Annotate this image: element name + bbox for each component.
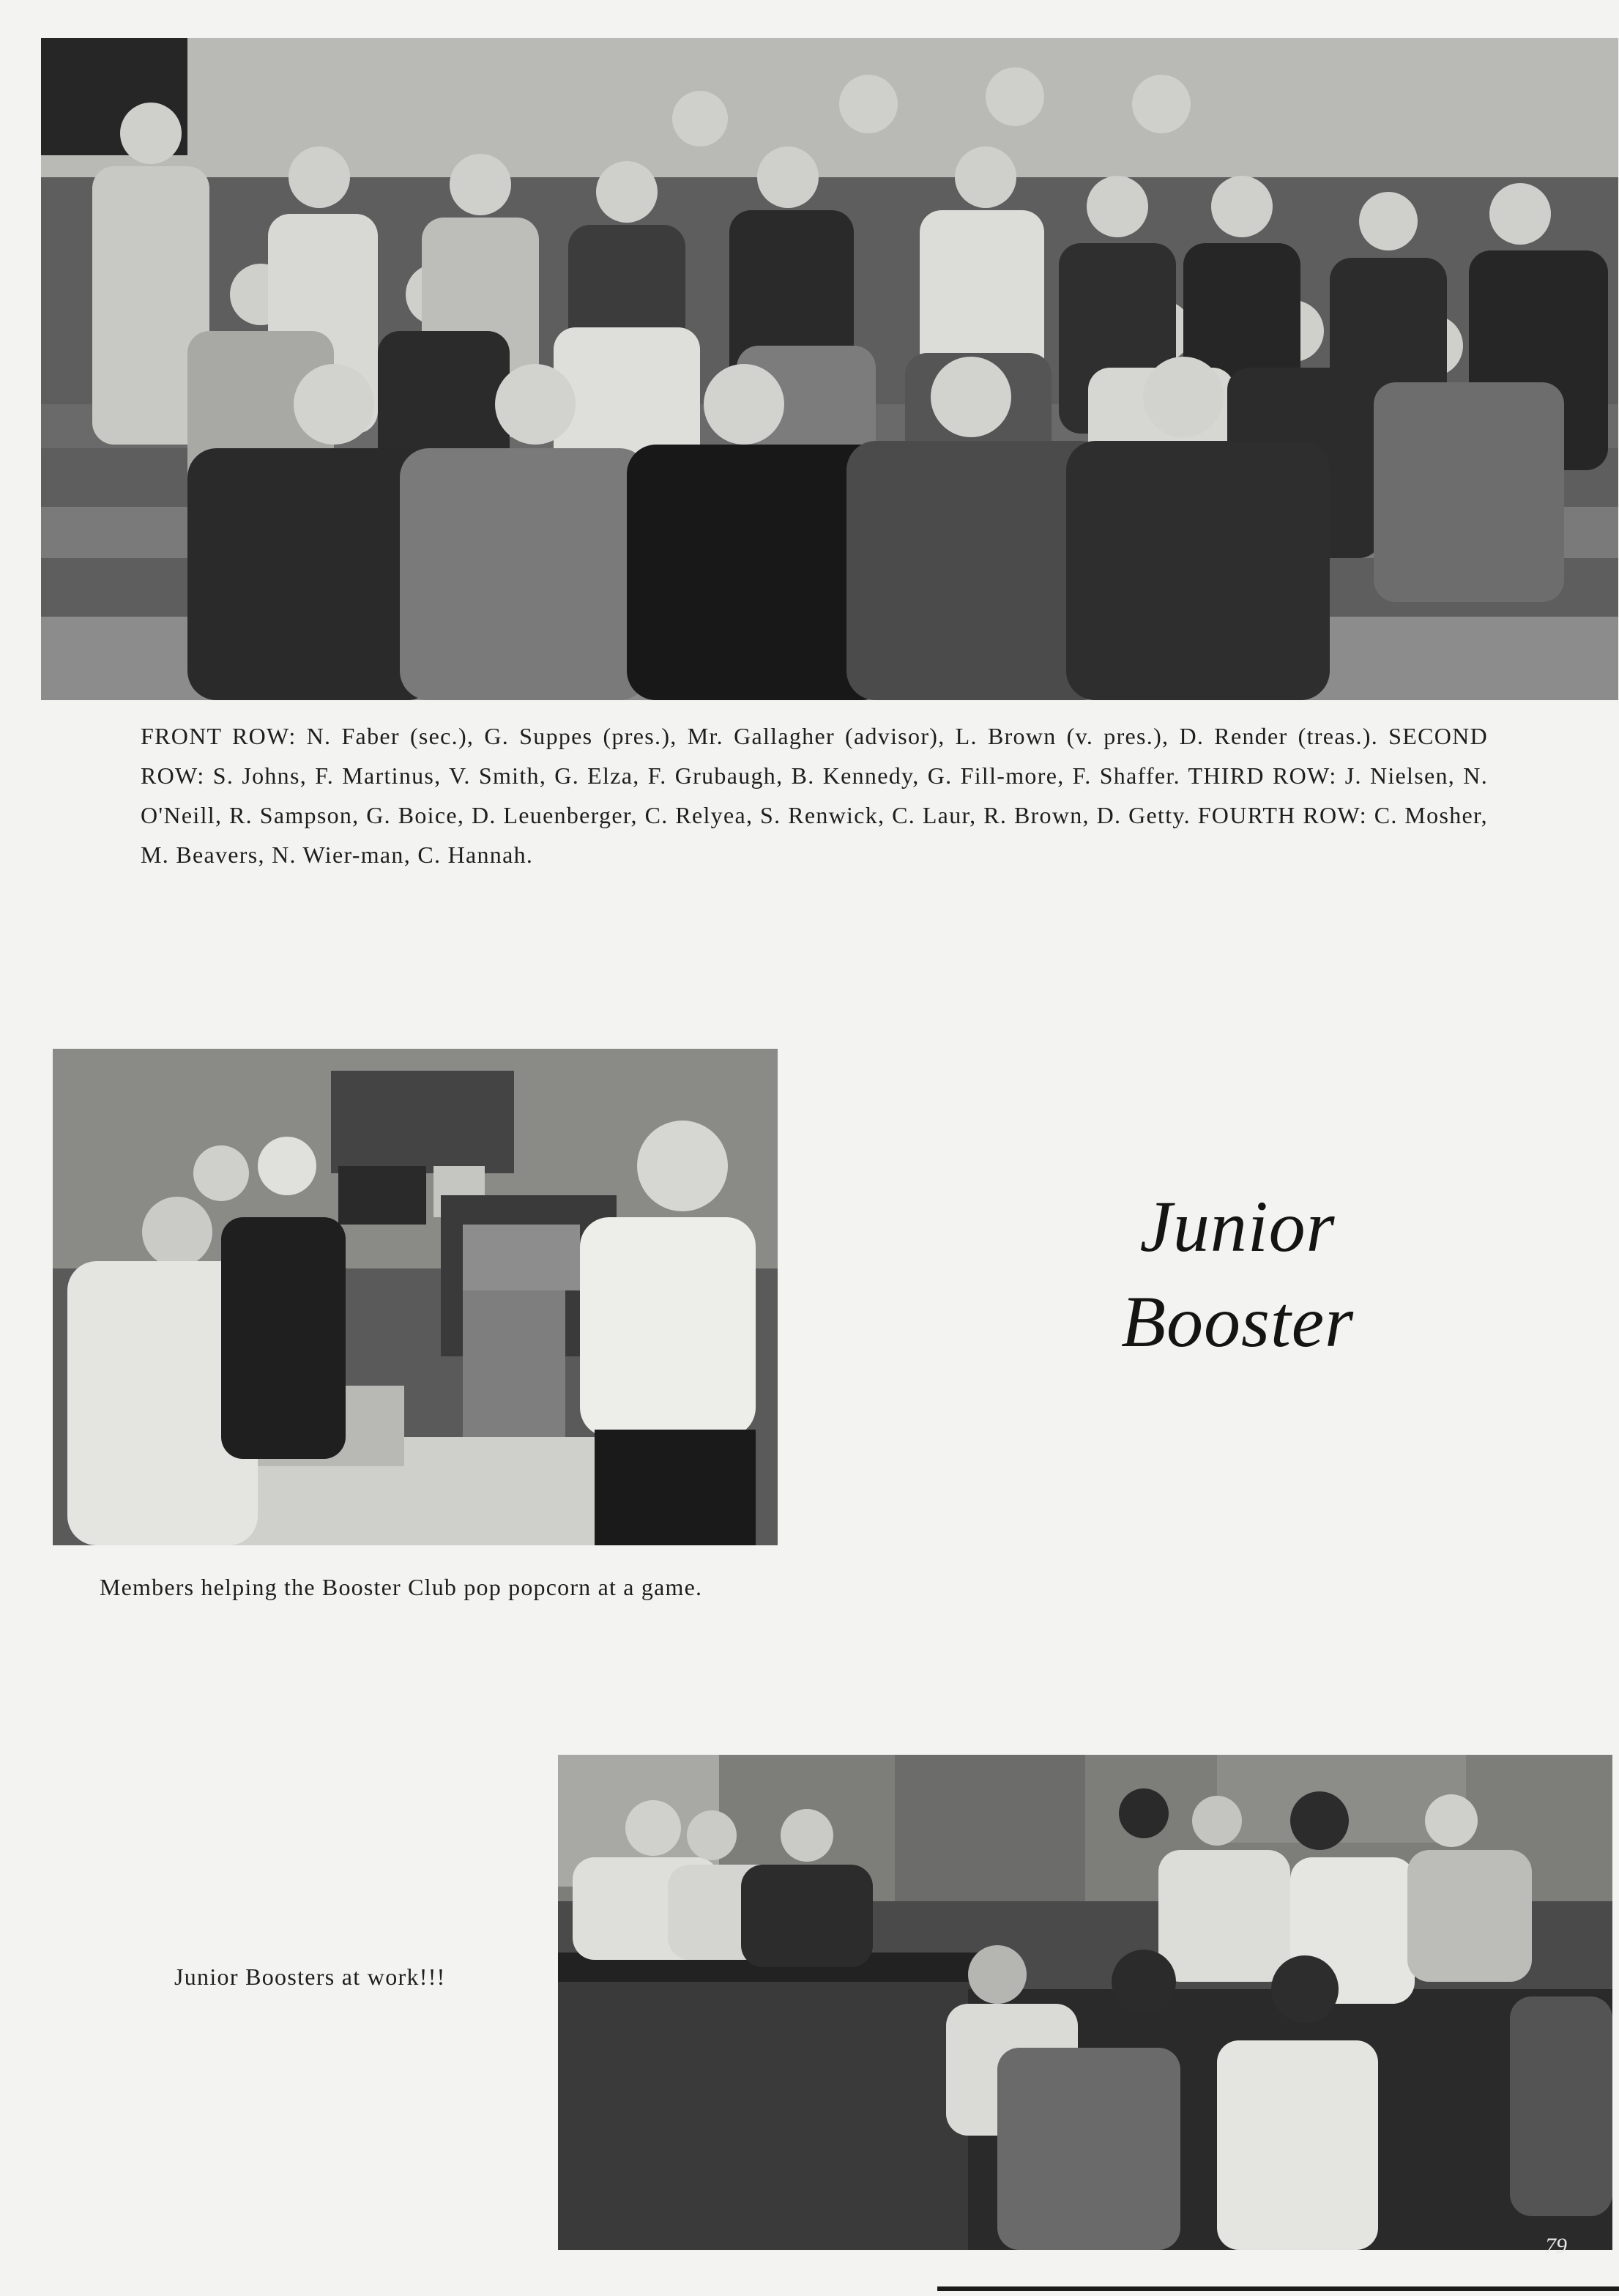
section-title xyxy=(1054,1179,1421,1370)
bottom-rule xyxy=(937,2286,1619,2291)
popcorn-photo-image xyxy=(53,1049,778,1545)
work-photo xyxy=(558,1755,1612,2250)
group-photo-image xyxy=(41,38,1618,700)
work-photo-caption: Junior Boosters at work!!! xyxy=(174,1964,446,1990)
section-title-line-1: Junior xyxy=(1139,1186,1336,1267)
group-photo xyxy=(41,38,1618,700)
page-number: 79 xyxy=(1545,2234,1567,2258)
popcorn-photo xyxy=(53,1049,778,1545)
popcorn-photo-caption: Members helping the Booster Club pop popcorn at a game. xyxy=(100,1574,703,1600)
group-photo-caption: FRONT ROW: N. Faber (sec.), G. Suppes (pres.), Mr. Gallagher (advisor), L. Brown (v. pres.), D. Render (treas.). SECOND ROW: S. Johns, F. Martinus, V. Smith, G. Elza, F. Grubaugh, B. Kennedy, G. Fill-more, F. Shaffer. THIRD ROW: J. Nielsen, N. O'Neill, R. Sampson, G. Boice, D. Leuenberger, C. Relyea, S. Renwick, C. Laur, R. Brown, D. Getty. FOURTH ROW: C. Mosher, M. Beavers, N. Wier-man, C. Hannah. xyxy=(141,723,1488,868)
section-title-line-2: Booster xyxy=(1120,1281,1355,1362)
work-photo-image xyxy=(558,1755,1612,2250)
